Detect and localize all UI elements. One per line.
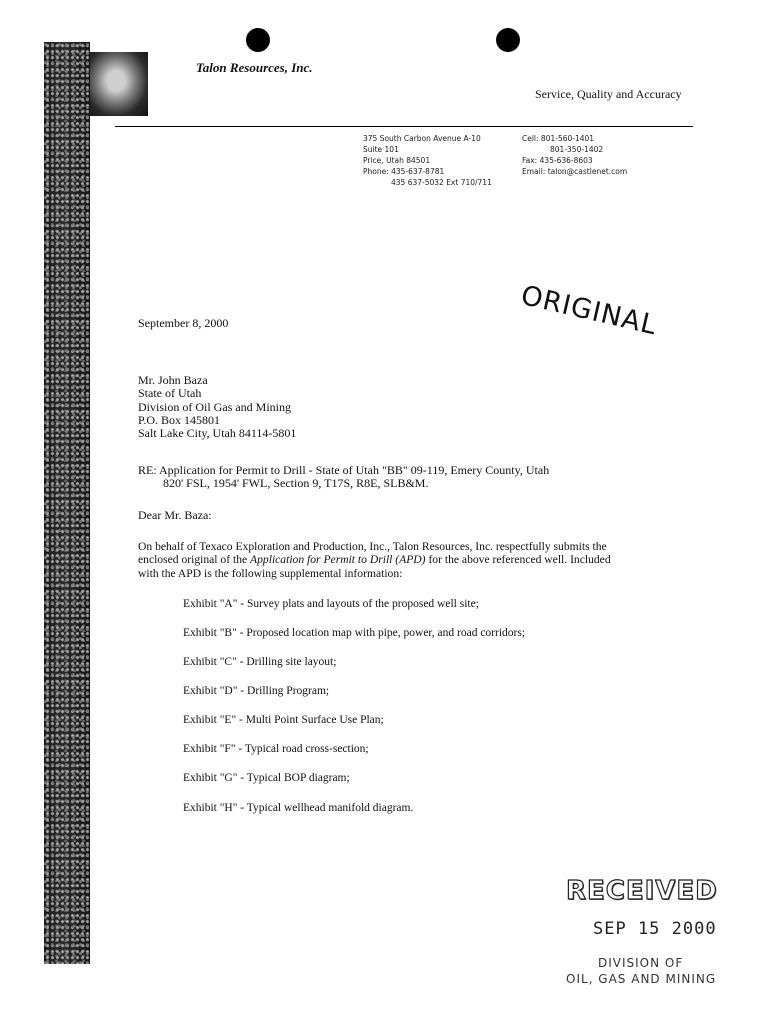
salutation: Dear Mr. Baza: [138, 508, 212, 522]
recipient-line: P.O. Box 145801 [138, 412, 221, 427]
address-line: Suite 101 [363, 145, 399, 154]
received-stamp-date: SEP 15 2000 [593, 919, 717, 939]
company-address [363, 133, 492, 188]
recipient-line: Division of Oil Gas and Mining [138, 399, 291, 414]
received-stamp-title: RECEIVED [566, 876, 718, 906]
exhibit-item: Exhibit "F" - Typical road cross-section; [183, 743, 369, 755]
hole-punch-left [246, 28, 270, 52]
original-stamp: ORIGINAL [518, 280, 661, 342]
exhibit-item: Exhibit "A" - Survey plats and layouts of the proposed well site; [183, 598, 479, 610]
exhibit-item: Exhibit "C" - Drilling site layout; [183, 656, 337, 668]
subject-line-1: RE: Application for Permit to Drill - State of Utah "BB" 09-119, Emery County, Utah [138, 463, 550, 477]
body-line-3: with the APD is the following supplemental information: [138, 566, 403, 580]
company-tagline: Service, Quality and Accuracy [535, 87, 682, 101]
company-contacts [522, 133, 627, 177]
company-name: Talon Resources, Inc. [196, 60, 313, 75]
exhibit-item: Exhibit "G" - Typical BOP diagram; [183, 772, 350, 784]
exhibit-item: Exhibit "D" - Drilling Program; [183, 685, 330, 697]
body-line-2: enclosed original of the Application for Permit to Drill (APD) for the above referenced well. Included [138, 553, 611, 567]
received-stamp-division: DIVISION OF [598, 956, 684, 970]
address-line: 435 637-5032 Ext 710/711 [391, 178, 492, 187]
address-line: Price, Utah 84501 [363, 156, 431, 165]
recipient-address [138, 374, 296, 440]
apd-title: Application for Permit to Drill (APD) [250, 553, 426, 567]
exhibit-item: Exhibit "B" - Proposed location map with pipe, power, and road corridors; [183, 627, 526, 639]
decorative-side-strip [44, 42, 90, 964]
exhibit-item: Exhibit "H" - Typical wellhead manifold diagram. [183, 802, 414, 814]
contact-line: Email: talon@castlenet.com [522, 167, 628, 176]
hole-punch-right [496, 28, 520, 52]
subject-line-2: 820' FSL, 1954' FWL, Section 9, T17S, R8E, SLB&M. [163, 476, 429, 491]
recipient-line: Salt Lake City, Utah 84114-5801 [138, 426, 297, 441]
recipient-line: State of Utah [138, 386, 202, 401]
letter-date: September 8, 2000 [138, 316, 229, 330]
contact-line: Fax: 435-636-8603 [522, 156, 593, 165]
exhibit-item: Exhibit "E" - Multi Point Surface Use Plan; [183, 714, 384, 726]
recipient-line: Mr. John Baza [138, 373, 208, 387]
contact-line: 801-350-1402 [550, 145, 604, 154]
body-line-1: On behalf of Texaco Exploration and Production, Inc., Talon Resources, Inc. respectfully submits the [138, 540, 607, 553]
body-paragraph [138, 540, 611, 580]
eagle-logo [90, 52, 148, 116]
address-line: Phone: 435-637-8781 [363, 167, 445, 176]
received-stamp-division-name: OIL, GAS AND MINING [566, 972, 717, 986]
address-line: 375 South Carbon Avenue A-10 [363, 134, 481, 143]
letterhead-divider [115, 126, 693, 127]
subject-line [138, 464, 549, 491]
contact-line: Cell: 801-560-1401 [522, 134, 595, 143]
